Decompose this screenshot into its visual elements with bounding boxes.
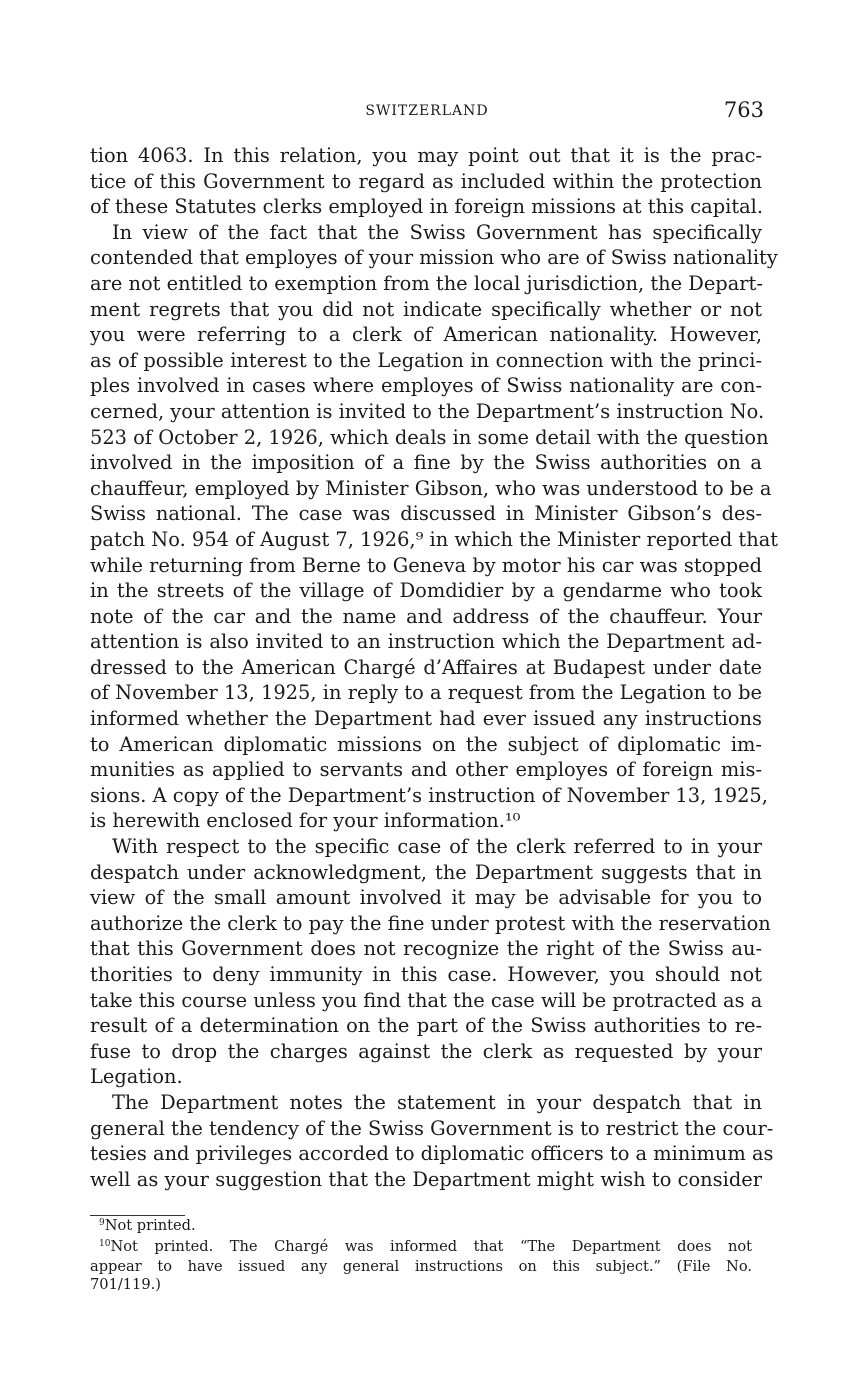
body-line: ples involved in cases where employes of Swiss nationality are con- <box>90 374 762 398</box>
body-text <box>90 143 779 1192</box>
body-line: tice of this Government to regard as included within the protection <box>90 169 762 193</box>
footnote-line <box>90 1217 752 1238</box>
body-line: thorities to deny immunity in this case. However, you should not <box>90 963 762 986</box>
body-line: cerned, your attention is invited to the Department’s instruction No. <box>90 399 765 423</box>
body-line: contended that employes of your mission who are of Swiss nationality <box>90 246 778 270</box>
body-line: In view of the fact that the Swiss Government has specifically <box>112 220 762 244</box>
body-line: tion 4063. In this relation, you may point out that it is the prac- <box>90 144 762 167</box>
body-line: The Department notes the statement in your despatch that in <box>112 1090 762 1114</box>
footnote-text: Not printed. The Chargé was informed that “The Department does not <box>110 1237 752 1255</box>
body-line: general the tendency of the Swiss Government is to restrict the cour- <box>90 1116 774 1140</box>
footnote-marker: 10 <box>99 1238 111 1249</box>
body-line: With respect to the specific case of the clerk referred to in your <box>112 835 762 859</box>
body-line: sions. A copy of the Department’s instruction of November 13, 1925, <box>90 783 768 807</box>
footnote-text: Not printed. <box>104 1217 196 1234</box>
body-line: Swiss national. The case was discussed in Minister Gibson’s des- <box>90 502 762 526</box>
footnotes <box>90 1217 752 1293</box>
footnote-line <box>90 1258 752 1276</box>
body-line: as of possible interest to the Legation in connection with the princi- <box>90 348 762 372</box>
body-line: authorize the clerk to pay the fine under protest with the reservation <box>90 911 771 935</box>
body-line: result of a determination on the part of the Swiss authorities to re- <box>90 1014 762 1038</box>
body-line: is herewith enclosed for your information.¹⁰ <box>90 809 521 833</box>
body-line: fuse to drop the charges against the clerk as requested by your <box>90 1039 762 1063</box>
body-line: Legation. <box>90 1065 183 1089</box>
footnote-divider <box>90 1215 185 1216</box>
body-line: you were referring to a clerk of American nationality. However, <box>90 323 762 347</box>
running-head <box>90 100 764 128</box>
body-line: while returning from Berne to Geneva by motor his car was stopped <box>90 553 762 577</box>
body-line: of these Statutes clerks employed in foreign missions at this capital. <box>90 195 764 219</box>
body-line: ment regrets that you did not indicate specifically whether or not <box>90 297 762 321</box>
body-line: take this course unless you find that the case will be protracted as a <box>90 988 763 1012</box>
body-line: well as your suggestion that the Department might wish to consider <box>90 1167 762 1191</box>
running-title: SWITZERLAND <box>365 103 489 119</box>
page-number: 763 <box>723 98 764 122</box>
body-line: note of the car and the name and address of the chauffeur. Your <box>90 604 762 628</box>
body-line: in the streets of the village of Domdidier by a gendarme who took <box>90 579 762 603</box>
footnote-text: 701/119.) <box>90 1275 161 1293</box>
body-line: informed whether the Department had ever issued any instructions <box>90 707 762 731</box>
body-line: that this Government does not recognize the right of the Swiss au- <box>90 937 762 961</box>
body-line: tesies and privileges accorded to diplomatic officers to a minimum as <box>90 1142 774 1166</box>
body-line: of November 13, 1925, in reply to a request from the Legation to be <box>90 681 762 705</box>
body-line: despatch under acknowledgment, the Department suggests that in <box>90 860 762 884</box>
body-line: patch No. 954 of August 7, 1926,⁹ in which the Minister reported that <box>90 527 779 551</box>
body-line: chauffeur, employed by Minister Gibson, who was understood to be a <box>90 476 772 500</box>
footnote-line <box>90 1276 752 1294</box>
body-line: 523 of October 2, 1926, which deals in some detail with the question <box>90 425 769 449</box>
body-line: dressed to the American Chargé d’Affaires at Budapest under date <box>90 655 762 679</box>
body-line: to American diplomatic missions on the subject of diplomatic im- <box>90 732 762 756</box>
body-line: are not entitled to exemption from the local jurisdiction, the Depart- <box>90 271 763 295</box>
body-line: view of the small amount involved it may be advisable for you to <box>90 886 762 910</box>
footnote-text: appear to have issued any general instructions on this subject.” (File No. <box>90 1258 752 1275</box>
body-line: attention is also invited to an instruction which the Department ad- <box>90 630 762 654</box>
body-line: munities as applied to servants and other employes of foreign mis- <box>90 758 762 782</box>
footnote-marker: 9 <box>99 1218 105 1228</box>
body-line: involved in the imposition of a fine by the Swiss authorities on a <box>90 451 762 475</box>
footnote-line <box>90 1238 752 1259</box>
